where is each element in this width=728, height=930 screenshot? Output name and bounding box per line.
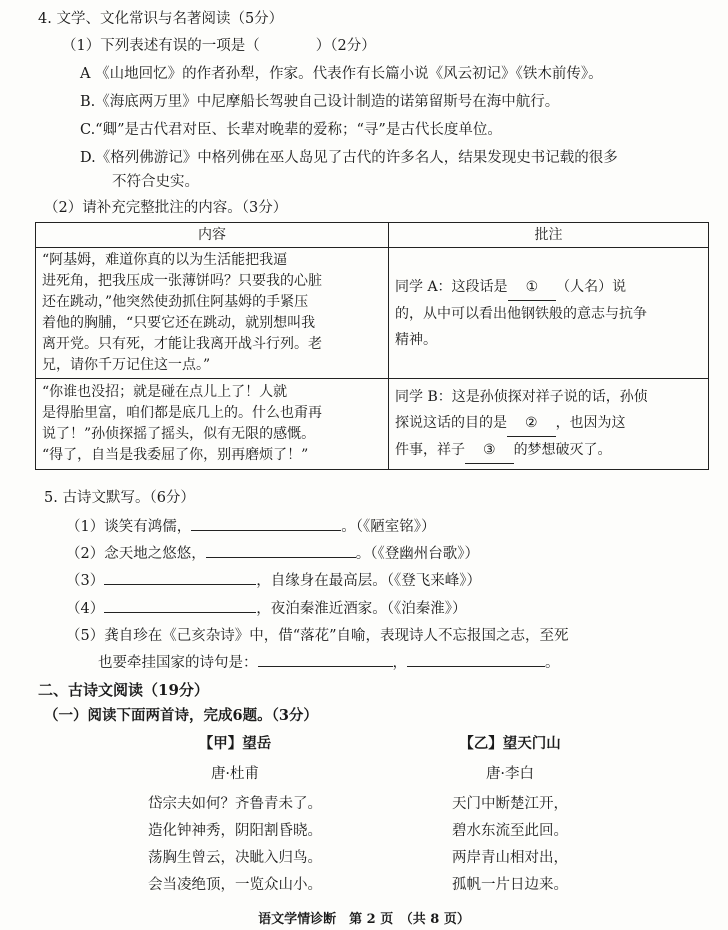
page-footer: 语文学情诊断 第 2 页 （共 8 页） bbox=[258, 912, 470, 927]
q5-item-5-line-1: （5）龚自珍在《己亥杂诗》中，借“落花”自喻，表现诗人不忘报国之志，至死 bbox=[66, 628, 569, 644]
note-line: 精神。 bbox=[395, 331, 437, 348]
content-line: 着他的胸脯，“只要它还在跳动，就别想叫我 bbox=[42, 315, 316, 331]
content-line: 还在跳动，”他突然使劲抓住阿基姆的手紧压 bbox=[42, 294, 309, 310]
option-d-cont: 不符合史实。 bbox=[112, 174, 199, 190]
poem-author: 唐·杜甫 bbox=[210, 766, 260, 782]
content-line: “你谁也没招；就是碰在点儿上了！人就 bbox=[42, 384, 288, 400]
note-line: 同学 B：这是孙侦探对祥子说的话，孙侦 bbox=[395, 389, 648, 405]
table-header-note: 批注 bbox=[389, 223, 709, 248]
q4-sub1-stem-a: （1）下列表述有误的一项是（ bbox=[62, 38, 260, 54]
q4-sub1-stem-b: ）（2分） bbox=[315, 38, 376, 54]
poem-title: 【乙】望天门山 bbox=[459, 735, 561, 752]
q5-item-1: （1）谈笑有鸿儒， 。（《陋室铭》） bbox=[66, 516, 435, 537]
answer-blank[interactable] bbox=[206, 543, 356, 558]
content-line: 进死角，把我压成一张薄饼吗？只要我的心脏 bbox=[42, 273, 322, 289]
answer-blank[interactable] bbox=[104, 570, 256, 585]
table-header-content: 内容 bbox=[36, 223, 389, 248]
q5-item-4: （4） ，夜泊秦淮近酒家。（《泊秦淮》） bbox=[66, 598, 466, 619]
note-line: 的，从中可以看出他钢铁般的意志与抗争 bbox=[395, 305, 647, 322]
answer-blank-3[interactable]: ③ bbox=[465, 437, 514, 464]
note-line: 探说这话的目的是 ② ，也因为这 bbox=[395, 410, 702, 437]
option-a: A 《山地回忆》的作者孙犁，作家。代表作有长篇小说《风云初记》《铁木前传》。 bbox=[80, 66, 603, 82]
poem-author: 唐·李白 bbox=[485, 766, 535, 782]
poem-title: 【甲】望岳 bbox=[198, 735, 272, 752]
answer-blank[interactable] bbox=[104, 598, 256, 613]
q4-title: 4. 文学、文化常识与名著阅读（5分） bbox=[38, 11, 284, 27]
content-line: 说了！”孙侦探摇了摇头，似有无限的感慨。 bbox=[42, 426, 316, 442]
poem-line: 孤帆一片日边来。 bbox=[452, 877, 568, 893]
poem-line: 两岸青山相对出， bbox=[452, 850, 568, 866]
section-2-title: 二、古诗文阅读（19分） bbox=[38, 681, 209, 699]
answer-blank-1[interactable]: ① bbox=[508, 274, 557, 301]
content-line: 是得胎里富，咱们都是底几上的。什么也甭再 bbox=[42, 405, 322, 421]
table-cell-note bbox=[389, 248, 709, 379]
option-d: D.《格列佛游记》中格列佛在巫人岛见了古代的许多名人，结果发现史书记载的很多 bbox=[80, 150, 618, 166]
answer-blank[interactable] bbox=[407, 652, 545, 667]
content-line: “阿基姆，难道你真的以为生活能把我逼 bbox=[42, 252, 288, 268]
table-cell-content bbox=[36, 248, 389, 379]
q5-item-2: （2）念天地之悠悠， 。（《登幽州台歌》） bbox=[66, 543, 479, 564]
q4-sub2-stem: （2）请补充完整批注的内容。（3分） bbox=[44, 200, 288, 216]
annotation-table bbox=[35, 222, 709, 470]
poem-line: 会当凌绝顶，一览众山小。 bbox=[148, 877, 322, 893]
note-line: 件事，祥子 ③ 的梦想破灭了。 bbox=[395, 437, 702, 464]
q4-sub1-stem bbox=[62, 36, 376, 56]
poem-line: 碧水东流至此回。 bbox=[452, 823, 568, 839]
table-cell-note bbox=[389, 379, 709, 470]
poem-line: 荡胸生曾云，决眦入归鸟。 bbox=[148, 850, 322, 866]
answer-blank[interactable] bbox=[191, 516, 341, 531]
answer-blank[interactable] bbox=[258, 652, 393, 667]
poem-line: 造化钟神秀，阴阳割昏晓。 bbox=[148, 823, 322, 839]
answer-blank-2[interactable]: ② bbox=[507, 410, 556, 437]
table-row bbox=[36, 379, 709, 470]
table-cell-content bbox=[36, 379, 389, 470]
content-line: 兄，请你千万记住这一点。” bbox=[42, 357, 211, 373]
q5-item-3: （3） ，自缘身在最高层。（《登飞来峰》） bbox=[66, 570, 481, 591]
content-line: “得了，自当是我委屈了你，别再磨烦了！” bbox=[42, 447, 309, 463]
table-header-row bbox=[36, 223, 709, 248]
content-line: 离开党。只有死，才能让我离开战斗行列。老 bbox=[42, 336, 322, 352]
q5-title: 5. 古诗文默写。（6分） bbox=[44, 490, 195, 506]
poem-jia bbox=[130, 732, 340, 900]
poem-yi bbox=[420, 732, 600, 900]
poem-line: 天门中断楚江开， bbox=[452, 796, 568, 812]
option-c: C.“卿”是古代君对臣、长辈对晚辈的爱称；“寻”是古代长度单位。 bbox=[80, 122, 502, 138]
note-line: 同学 A：这段话是 ① （人名）说 bbox=[395, 274, 702, 301]
section-2-subtitle: （一）阅读下面两首诗，完成6题。（3分） bbox=[44, 707, 318, 724]
poem-line: 岱宗夫如何？齐鲁青未了。 bbox=[148, 796, 322, 812]
table-row bbox=[36, 248, 709, 379]
option-b: B.《海底两万里》中尼摩船长驾驶自己设计制造的诺第留斯号在海中航行。 bbox=[80, 94, 560, 110]
q5-item-5-line-2: 也要牵挂国家的诗句是： ， 。 bbox=[98, 652, 560, 673]
